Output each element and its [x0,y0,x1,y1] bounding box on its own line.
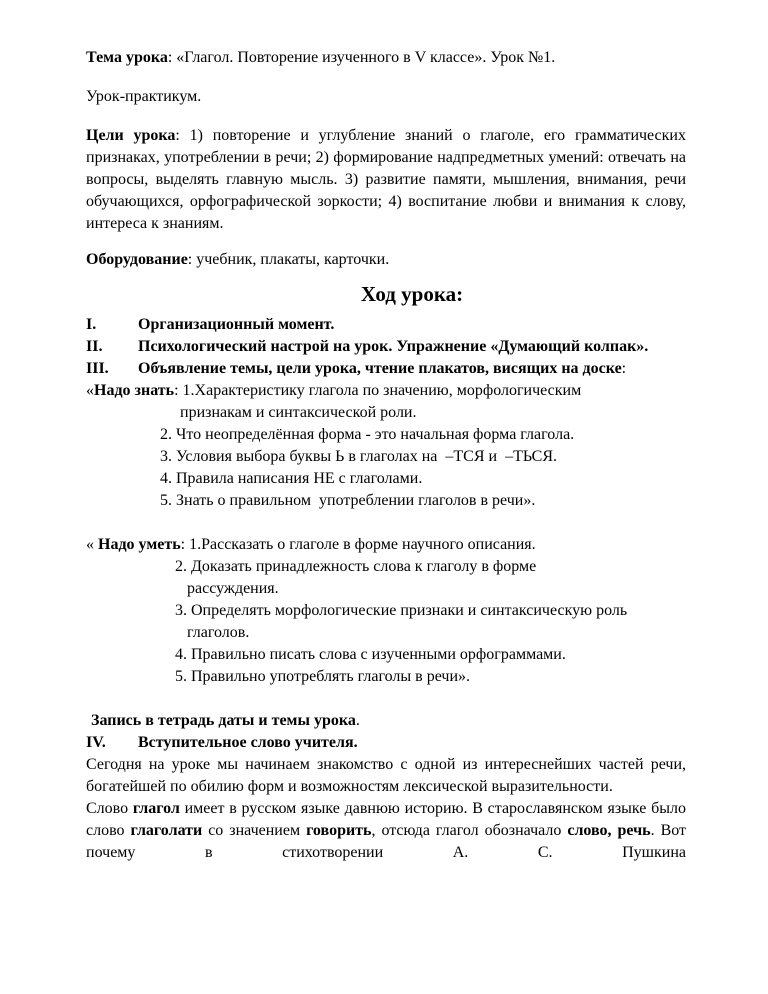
need-to-know-item-2: 2. Что неопределённая форма - это начальная форма глагола. [160,426,575,443]
need-to-know-item-1: : 1.Характеристику глагола по значению, морфологическим [174,382,582,399]
plan-item-1-text: Организационный момент. [138,316,335,333]
lesson-topic [86,47,686,69]
plan-item-3-numeral: III. [86,360,109,377]
intro-2-seg-5: говорить [306,822,372,839]
notebook-entry-text: Запись в тетрадь даты и темы урока [91,712,356,729]
plan-item-3 [86,358,686,380]
plan-item-2-text: Психологический настрой на урок. Упражнение «Думающий колпак». [138,338,649,355]
intro-2-seg-0: Слово [86,800,133,817]
need-to-able-label: Надо уметь [98,536,181,553]
blank-line [86,688,686,710]
need-to-able-item-2: 2. Доказать принадлежность слова к глаголу в форме [175,558,537,575]
equipment-text: : учебник, плакаты, карточки. [187,251,390,268]
lesson-goals-label: Цели урока [86,127,176,144]
plan-item-3-text: Объявление темы, цели урока, чтение плакатов, висящих на доске [138,360,622,377]
need-to-able-item-4: 4. Правильно писать слова с изученными орфограммами. [175,646,566,663]
plan-item-1-numeral: I. [86,316,97,333]
need-to-know-label: Надо знать [94,382,175,399]
need-to-able-line-1 [86,534,686,556]
plan-item-4-numeral: IV. [86,734,106,751]
need-to-know-line-1 [86,380,686,402]
equipment-label: Оборудование [86,251,188,268]
intro-2-seg-4: со значением [202,822,307,839]
notebook-entry [86,710,686,732]
plan-item-3-colon: : [621,360,627,377]
lesson-goals-text: : 1) повторение и углубление знаний о глаголе, его грамматических признаках, употреблении в речи; 2) формирование надпредметных умений: отвечать на вопросы, выделять главную мысль. 3) развитие памяти, мышления, внимания, речи обучающихся, орфографической зоркости; 4) воспитание любви и внимания к слову, интереса к знаниям. [86,127,686,232]
need-to-know-item-3: 3. Условия выбора буквы Ь в глаголах на –ТСЯ и –ТЬСЯ. [160,448,557,465]
need-to-know-open-quote: « [86,382,94,399]
intro-2-seg-1: глагол [132,800,180,817]
plan-item-2-numeral: II. [86,338,103,355]
equipment [86,249,686,271]
intro-2-seg-2: имеет в русском языке давнюю историю. В старославянском языке было слово [86,800,686,839]
need-to-able-item-2-cont: рассуждения. [187,580,279,597]
lesson-topic-text: : «Глагол. Повторение изученного в V классе». Урок №1. [167,49,556,66]
lesson-flow-heading: Ход урока: [360,282,464,306]
teacher-intro-2 [86,798,686,864]
intro-2-seg-8: . Вот почему в стихотворении А. С. Пушкина [86,822,687,861]
plan-item-4-text: Вступительное слово учителя. [138,734,358,751]
lesson-goals [86,125,686,235]
intro-2-seg-6: , отсюда глагол обозначало [371,822,568,839]
need-to-know-item-4: 4. Правила написания НЕ с глаголами. [160,470,423,487]
need-to-able-item-5: 5. Правильно употреблять глаголы в речи». [175,668,471,685]
plan-item-4 [86,732,686,754]
intro-2-seg-7: слово, речь [567,822,651,839]
need-to-able-item-1: : 1.Рассказать о глаголе в форме научного описания. [180,536,536,553]
lesson-type: Урок-практикум. [86,88,202,105]
teacher-intro-1: Сегодня на уроке мы начинаем знакомство с одной из интереснейших частей речи, богатейшей по обилию форм и возможностям лексической выразительности. [86,756,686,795]
notebook-entry-period: . [355,712,360,729]
plan-item-2 [86,336,686,358]
need-to-able-open-quote: « [86,536,98,553]
need-to-know-line-2: признакам и синтаксической роли. [180,404,417,421]
need-to-know-item-5: 5. Знать о правильном употреблении глаголов в речи». [160,492,536,509]
lesson-topic-label: Тема урока [86,49,168,66]
intro-2-seg-3: глаголати [130,822,203,839]
need-to-able-item-3: 3. Определять морфологические признаки и синтаксическую роль [175,602,628,619]
need-to-able-item-3-cont: глаголов. [187,624,250,641]
plan-item-1 [86,314,686,336]
blank-line [86,512,686,534]
